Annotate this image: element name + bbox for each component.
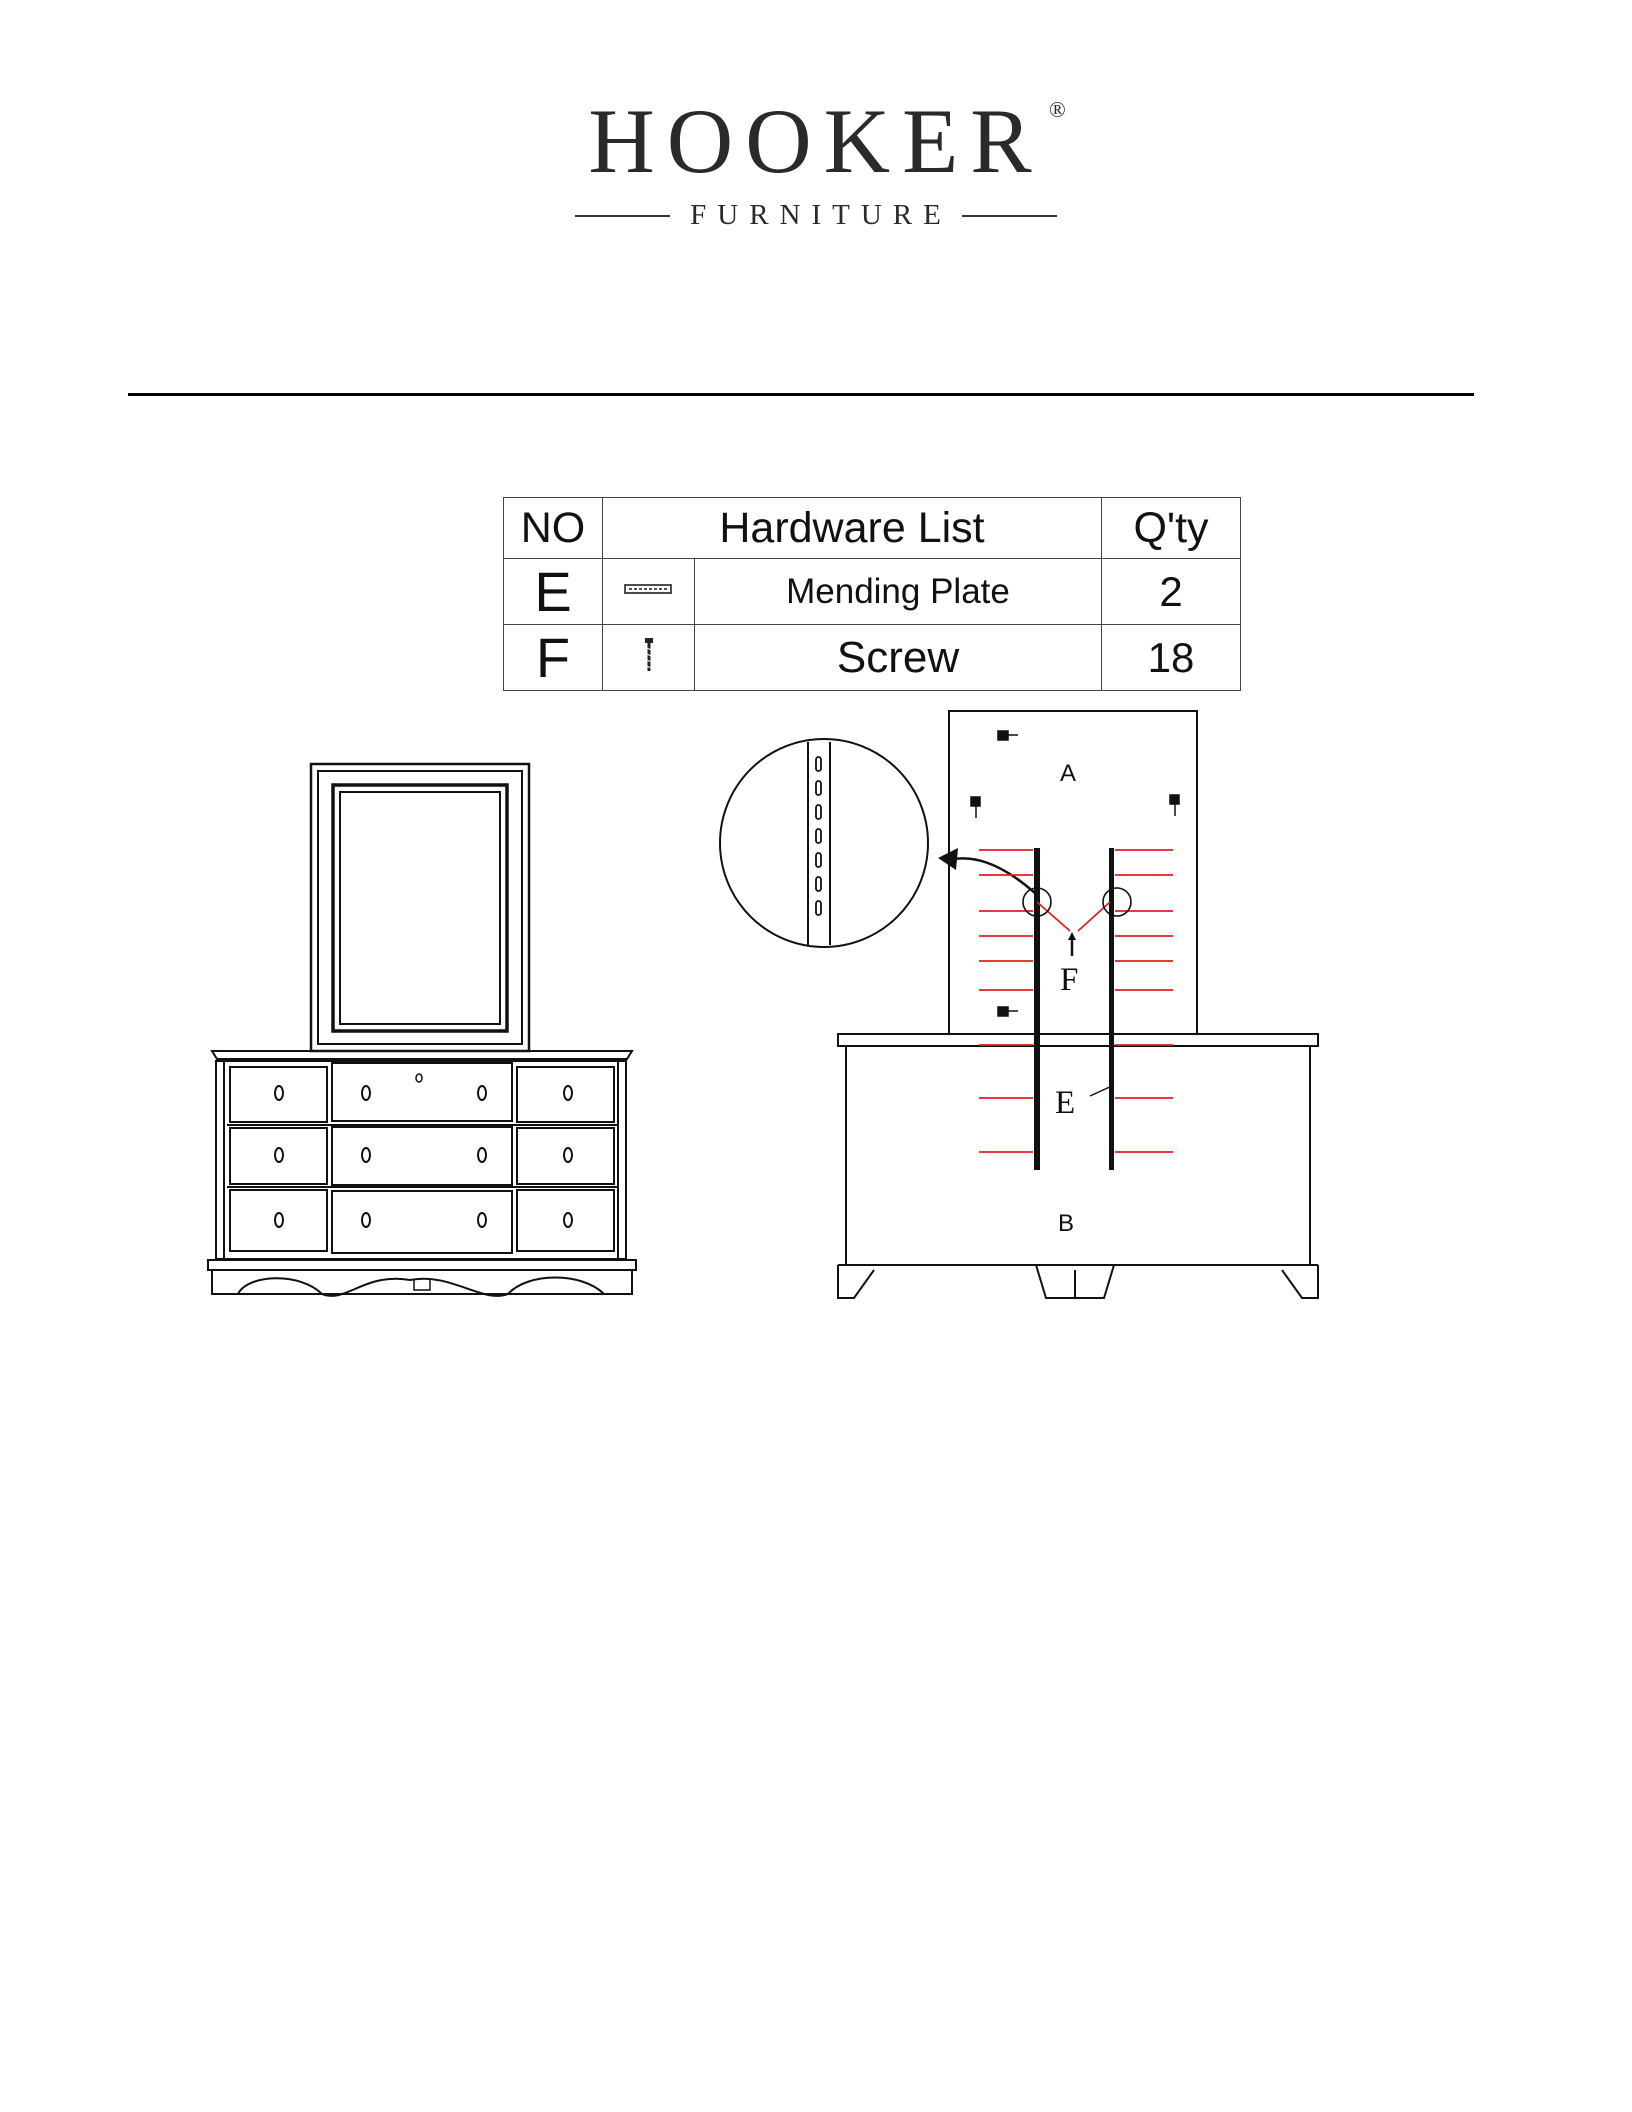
row-qty: 18 (1102, 625, 1241, 691)
label-a: A (1060, 760, 1077, 787)
screw-f-indicator (1068, 932, 1076, 956)
row-qty: 2 (1102, 559, 1241, 625)
label-e: E (1055, 1085, 1076, 1121)
row-no: E (504, 559, 603, 625)
row-name: Mending Plate (695, 559, 1102, 625)
label-b: B (1058, 1210, 1075, 1237)
dresser-front (208, 1051, 636, 1296)
header-hardware-list: Hardware List (603, 498, 1102, 559)
dresser-back-panel-b (838, 1034, 1318, 1298)
mending-plate-detail-magnifier (720, 739, 1036, 947)
row-no: F (504, 625, 603, 691)
screw-guide-lines (979, 850, 1173, 1152)
label-f: F (1060, 962, 1079, 998)
logo-registered-mark: ® (1048, 97, 1066, 122)
header-qty: Q'ty (1102, 498, 1241, 559)
logo-subtitle: FURNITURE (690, 199, 952, 231)
mirror-front (311, 764, 529, 1051)
dresser-mirror-assembled-view (208, 764, 636, 1296)
logo-brand: HOOKER (588, 90, 1044, 192)
header-no: NO (504, 498, 603, 559)
row-name: Screw (695, 625, 1102, 691)
mending-plate-e-pair (1034, 848, 1114, 1170)
